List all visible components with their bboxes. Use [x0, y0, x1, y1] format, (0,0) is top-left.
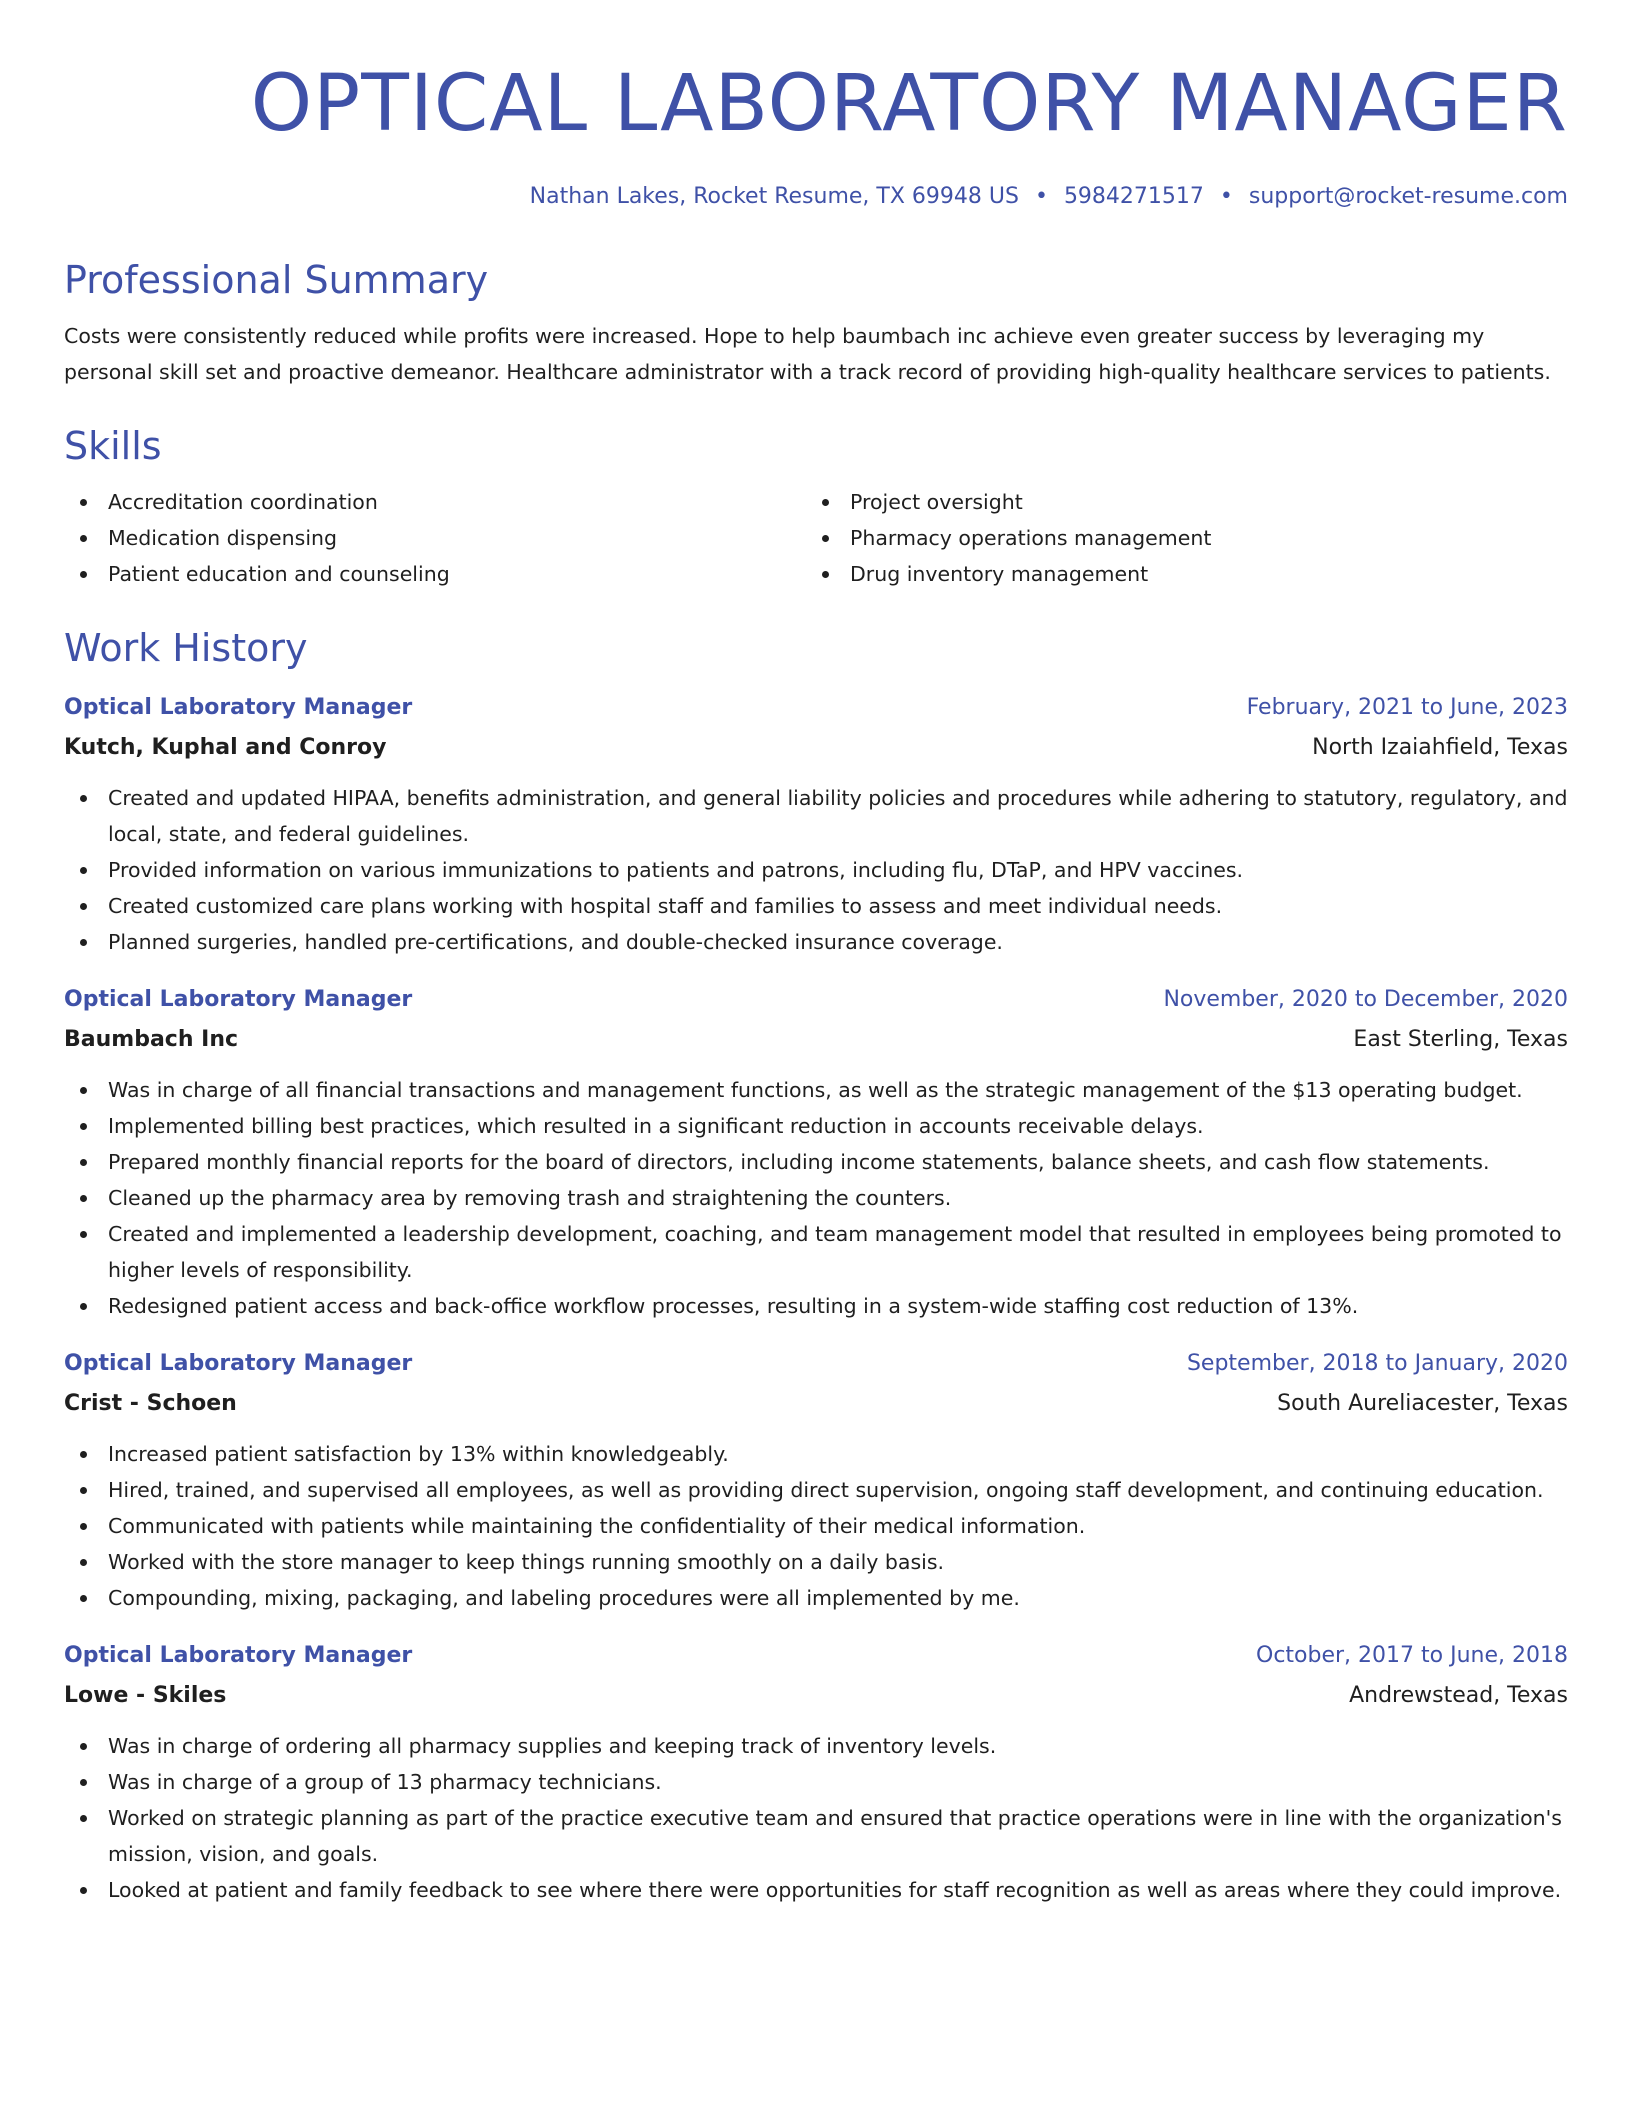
job-role: Optical Laboratory Manager	[64, 1643, 413, 1668]
job-bullet-text: Communicated with patients while maintaining the confidentiality of their medical information.	[108, 1514, 1086, 1538]
job-dates: November, 2020 to December, 2020	[1163, 987, 1568, 1012]
contact-address: Nathan Lakes, Rocket Resume, TX 69948 US	[529, 184, 1019, 209]
job-title-row	[64, 688, 1568, 728]
bullet-dot-icon	[80, 939, 87, 946]
bullet-dot-icon	[80, 1303, 87, 1310]
job-title-row	[64, 980, 1568, 1020]
job-bullet-text: Provided information on various immunizations to patients and patrons, including flu, DTaP, and HPV vaccines.	[108, 858, 1244, 882]
job-bullet-text: Compounding, mixing, packaging, and labeling procedures were all implemented by me.	[108, 1586, 1020, 1610]
summary-text: Costs were consistently reduced while profits were increased. Hope to help baumbach inc achieve even greater success by leveraging my personal skill set and proactive demeanor. Healthcare administrator with a track record of providing high-quality healthcare services to patients.	[64, 324, 1551, 384]
job-bullet	[64, 1728, 1568, 1764]
bullet-dot-icon	[80, 1087, 87, 1094]
contact-line	[64, 180, 1568, 214]
skill-label: Drug inventory management	[850, 562, 1149, 586]
job-bullets	[64, 1436, 1568, 1616]
bullet-dot-icon	[80, 1195, 87, 1202]
job-bullet-text: Prepared monthly financial reports for the board of directors, including income statements, balance sheets, and cash flow statements.	[108, 1150, 1490, 1174]
job-entry	[64, 1636, 1568, 1908]
job-bullet	[64, 1180, 1568, 1216]
bullet-dot-icon	[80, 1123, 87, 1130]
job-bullet	[64, 1508, 1568, 1544]
job-bullet-text: Implemented billing best practices, which resulted in a significant reduction in accounts receivable delays.	[108, 1114, 1204, 1138]
job-bullet	[64, 924, 1568, 960]
job-entry	[64, 980, 1568, 1324]
job-bullet	[64, 1872, 1568, 1908]
bullet-dot-icon	[80, 1451, 87, 1458]
job-company: Lowe - Skiles	[64, 1683, 227, 1708]
summary-section	[64, 254, 1568, 390]
bullet-dot-icon	[822, 571, 829, 578]
skill-item	[64, 484, 806, 520]
job-bullets	[64, 1072, 1568, 1324]
bullet-dot-icon	[822, 535, 829, 542]
job-bullet-text: Was in charge of all financial transactions and management functions, as well as the strategic management of the $13 operating budget.	[108, 1078, 1523, 1102]
job-bullet	[64, 1436, 1568, 1472]
job-company: Kutch, Kuphal and Conroy	[64, 735, 387, 760]
job-bullet	[64, 1764, 1568, 1800]
job-title-row	[64, 1636, 1568, 1676]
contact-email: support@rocket-resume.com	[1248, 184, 1568, 209]
job-bullet	[64, 1544, 1568, 1580]
job-bullet-text: Planned surgeries, handled pre-certifications, and double-checked insurance coverage.	[108, 930, 1003, 954]
job-bullets	[64, 780, 1568, 960]
job-bullet	[64, 1144, 1568, 1180]
bullet-dot-icon	[80, 1595, 87, 1602]
skills-list-left	[64, 484, 806, 592]
job-company: Baumbach Inc	[64, 1027, 239, 1052]
job-entry	[64, 688, 1568, 960]
work-history-section	[64, 622, 1568, 1908]
job-bullet	[64, 1472, 1568, 1508]
skill-label: Accreditation coordination	[108, 490, 378, 514]
job-bullet	[64, 780, 1568, 852]
job-company-row	[64, 728, 1568, 768]
job-role: Optical Laboratory Manager	[64, 987, 413, 1012]
job-bullet-text: Was in charge of ordering all pharmacy supplies and keeping track of inventory levels.	[108, 1734, 997, 1758]
job-bullet	[64, 1580, 1568, 1616]
job-location: South Aureliacester, Texas	[1277, 1391, 1568, 1416]
job-bullet-text: Worked with the store manager to keep things running smoothly on a daily basis.	[108, 1550, 945, 1574]
skill-item	[64, 556, 806, 592]
job-dates: September, 2018 to January, 2020	[1186, 1351, 1568, 1376]
job-bullets	[64, 1728, 1568, 1908]
skill-label: Project oversight	[850, 490, 1023, 514]
job-bullet	[64, 888, 1568, 924]
contact-separator: •	[1219, 184, 1233, 209]
skill-item	[806, 520, 1548, 556]
job-bullet-text: Redesigned patient access and back-office workflow processes, resulting in a system-wide staffing cost reduction of 13%.	[108, 1294, 1359, 1318]
skill-item	[64, 520, 806, 556]
job-bullet	[64, 1800, 1568, 1872]
skills-heading: Skills	[64, 424, 162, 468]
skills-list-right	[806, 484, 1548, 592]
summary-heading: Professional Summary	[64, 258, 489, 302]
job-bullet	[64, 1072, 1568, 1108]
skill-label: Pharmacy operations management	[850, 526, 1212, 550]
job-bullet	[64, 1288, 1568, 1324]
bullet-dot-icon	[80, 1887, 87, 1894]
bullet-dot-icon	[80, 1159, 87, 1166]
job-company: Crist - Schoen	[64, 1391, 237, 1416]
job-location: Andrewstead, Texas	[1349, 1683, 1568, 1708]
job-bullet-text: Worked on strategic planning as part of the practice executive team and ensured that practice operations were in line with the organization's mission, vision, and goals.	[108, 1806, 1562, 1866]
job-company-row	[64, 1676, 1568, 1716]
job-bullet-text: Hired, trained, and supervised all employees, as well as providing direct supervision, ongoing staff development, and continuing education.	[108, 1478, 1544, 1502]
job-location: North Izaiahfield, Texas	[1312, 735, 1568, 760]
job-bullet-text: Was in charge of a group of 13 pharmacy technicians.	[108, 1770, 662, 1794]
job-company-row	[64, 1020, 1568, 1060]
job-bullet-text: Created and implemented a leadership development, coaching, and team management model that resulted in employees being promoted to higher levels of responsibility.	[108, 1222, 1562, 1282]
resume-header	[64, 0, 1568, 214]
job-role: Optical Laboratory Manager	[64, 1351, 413, 1376]
bullet-dot-icon	[80, 867, 87, 874]
job-entry	[64, 1344, 1568, 1616]
job-dates: February, 2021 to June, 2023	[1246, 695, 1568, 720]
skill-item	[806, 484, 1548, 520]
job-role: Optical Laboratory Manager	[64, 695, 413, 720]
bullet-dot-icon	[822, 499, 829, 506]
job-bullet-text: Created customized care plans working with hospital staff and families to assess and meet individual needs.	[108, 894, 1223, 918]
bullet-dot-icon	[80, 1523, 87, 1530]
bullet-dot-icon	[80, 903, 87, 910]
skill-label: Medication dispensing	[108, 526, 338, 550]
job-dates: October, 2017 to June, 2018	[1256, 1643, 1568, 1668]
bullet-dot-icon	[80, 1559, 87, 1566]
page-title: OPTICAL LABORATORY MANAGER	[250, 59, 1568, 149]
job-bullet-text: Looked at patient and family feedback to see where there were opportunities for staff recognition as well as areas where they could improve.	[108, 1878, 1562, 1902]
skills-section	[64, 420, 1568, 592]
job-bullet-text: Created and updated HIPAA, benefits administration, and general liability policies and procedures while adhering to statutory, regulatory, and local, state, and federal guidelines.	[108, 786, 1568, 846]
job-title-row	[64, 1344, 1568, 1384]
bullet-dot-icon	[80, 535, 87, 542]
bullet-dot-icon	[80, 1231, 87, 1238]
job-bullet	[64, 1216, 1568, 1288]
resume-page	[64, 0, 1568, 1908]
job-bullet-text: Increased patient satisfaction by 13% within knowledgeably.	[108, 1442, 729, 1466]
bullet-dot-icon	[80, 571, 87, 578]
bullet-dot-icon	[80, 1487, 87, 1494]
job-bullet	[64, 852, 1568, 888]
bullet-dot-icon	[80, 1815, 87, 1822]
job-bullet	[64, 1108, 1568, 1144]
bullet-dot-icon	[80, 499, 87, 506]
bullet-dot-icon	[80, 795, 87, 802]
skills-columns	[64, 484, 1568, 592]
contact-separator: •	[1034, 184, 1048, 209]
bullet-dot-icon	[80, 1743, 87, 1750]
job-bullet-text: Cleaned up the pharmacy area by removing trash and straightening the counters.	[108, 1186, 952, 1210]
skill-label: Patient education and counseling	[108, 562, 450, 586]
contact-phone: 5984271517	[1063, 184, 1204, 209]
job-company-row	[64, 1384, 1568, 1424]
job-location: East Sterling, Texas	[1353, 1027, 1568, 1052]
skill-item	[806, 556, 1548, 592]
bullet-dot-icon	[80, 1779, 87, 1786]
work-history-heading: Work History	[64, 626, 308, 670]
